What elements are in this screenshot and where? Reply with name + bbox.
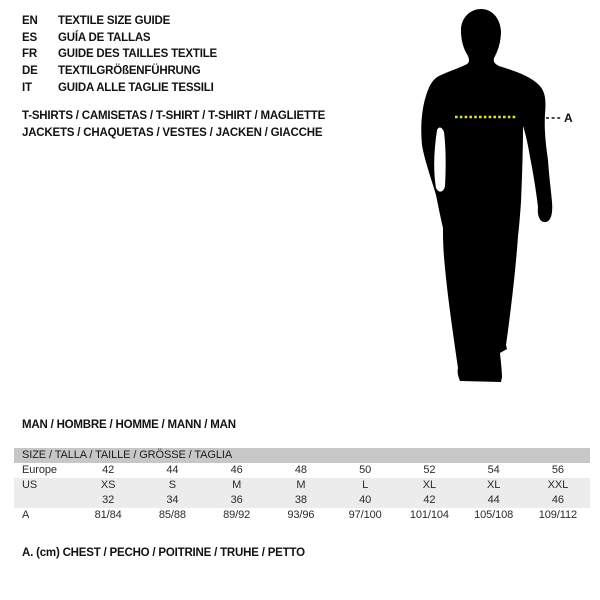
size-table xyxy=(14,448,590,523)
size-cell: 42 xyxy=(423,494,436,506)
section-title-man: MAN / HOMBRE / HOMME / MANN / MAN xyxy=(22,419,236,431)
language-list xyxy=(22,13,217,96)
size-cell: 32 xyxy=(102,494,115,506)
size-cell: 85/88 xyxy=(158,509,186,521)
language-row-es xyxy=(22,30,217,47)
size-cell: M xyxy=(296,479,306,491)
language-code: DE xyxy=(22,65,38,78)
size-cell: 50 xyxy=(359,464,372,476)
size-table-header: SIZE / TALLA / TAILLE / GRÖSSE / TAGLIA xyxy=(14,448,590,463)
size-cell: 56 xyxy=(551,464,564,476)
language-code: IT xyxy=(22,81,32,94)
category-line-tshirts: T-SHIRTS / CAMISETAS / T-SHIRT / T-SHIRT / MAGLIETTE xyxy=(22,110,326,122)
size-cell: 89/92 xyxy=(223,509,251,521)
table-row-europe xyxy=(14,463,590,478)
row-label: A xyxy=(22,509,30,521)
man-silhouette-shape xyxy=(421,9,552,382)
size-cell: 44 xyxy=(166,464,179,476)
size-cell: 54 xyxy=(487,464,500,476)
size-cell: 81/84 xyxy=(94,509,122,521)
size-cell: XL xyxy=(486,479,501,491)
size-cell: 46 xyxy=(551,494,564,506)
size-cell: 109/112 xyxy=(538,509,577,521)
size-cell: XXL xyxy=(547,479,569,491)
language-row-de xyxy=(22,63,217,80)
measurement-footnote: A. (cm) CHEST / PECHO / POITRINE / TRUHE / PETTO xyxy=(22,547,305,559)
language-row-it xyxy=(22,80,217,97)
size-cell: XS xyxy=(100,479,116,491)
size-cell: 97/100 xyxy=(348,509,382,521)
table-row-us xyxy=(14,478,590,493)
size-cell: 101/104 xyxy=(409,509,449,521)
language-title: TEXTILGRÖßENFÜHRUNG xyxy=(58,65,201,78)
size-cell: 105/108 xyxy=(474,509,514,521)
row-label xyxy=(14,493,76,508)
size-cell: 44 xyxy=(487,494,500,506)
language-row-fr xyxy=(22,46,217,63)
size-cell: 34 xyxy=(166,494,179,506)
man-silhouette-figure xyxy=(400,0,600,400)
language-title: GUIDE DES TAILLES TEXTILE xyxy=(58,48,217,61)
size-cell: 48 xyxy=(294,464,307,476)
language-code: FR xyxy=(22,48,37,61)
size-cell: 40 xyxy=(359,494,372,506)
size-cell: L xyxy=(362,479,369,491)
language-title: TEXTILE SIZE GUIDE xyxy=(58,15,171,27)
size-cell: S xyxy=(168,479,176,491)
size-cell: 38 xyxy=(294,494,307,506)
language-title: GUÍA DE TALLAS xyxy=(58,31,151,44)
language-code: ES xyxy=(22,31,37,44)
size-cell: 93/96 xyxy=(287,509,315,521)
table-row-us-numeric xyxy=(14,493,590,508)
row-label: Europe xyxy=(22,464,57,476)
size-cell: 52 xyxy=(423,464,436,476)
size-cell: 46 xyxy=(230,464,243,476)
language-row-en xyxy=(22,13,217,30)
measure-label-a: A xyxy=(564,111,573,125)
language-title: GUIDA ALLE TAGLIE TESSILI xyxy=(58,81,214,94)
table-row-chest-a xyxy=(14,508,590,523)
category-line-jackets: JACKETS / CHAQUETAS / VESTES / JACKEN / GIACCHE xyxy=(22,127,323,139)
size-cell: 42 xyxy=(102,464,115,476)
category-list xyxy=(22,108,325,142)
size-cell: M xyxy=(232,479,242,491)
size-cell: XL xyxy=(422,479,436,491)
size-cell: 36 xyxy=(230,494,243,506)
row-label: US xyxy=(22,479,38,491)
language-code: EN xyxy=(22,15,38,27)
